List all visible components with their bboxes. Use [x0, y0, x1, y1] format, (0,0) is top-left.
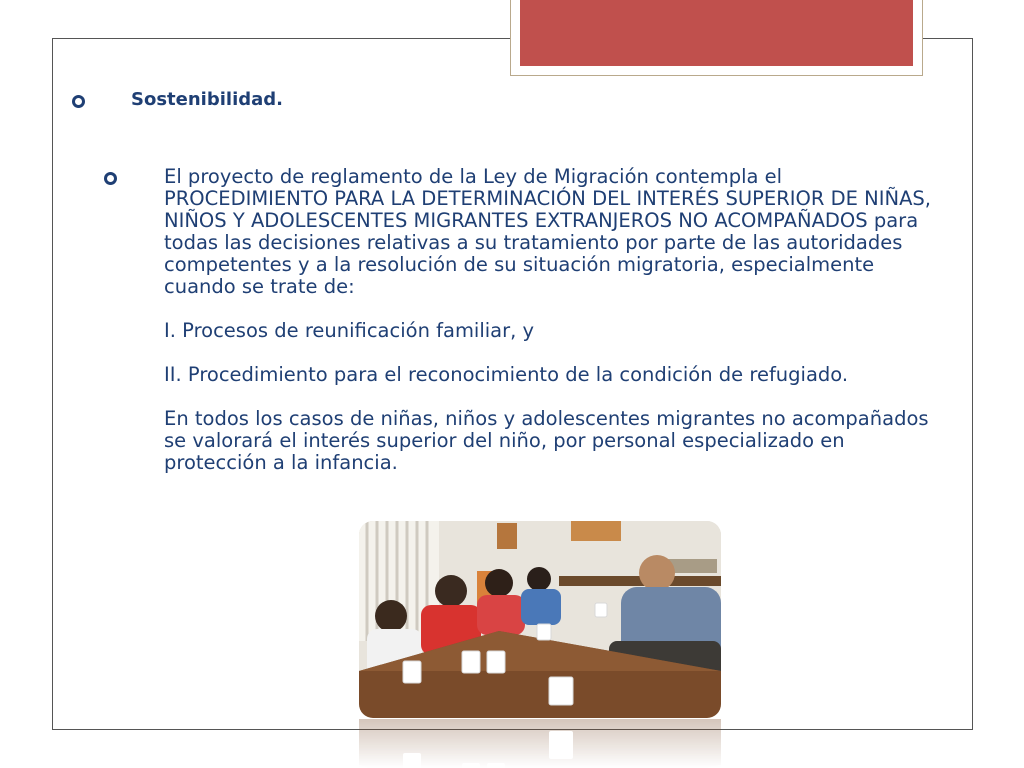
body-paragraph: El proyecto de reglamento de la Ley de Migración contempla el PROCEDIMIENTO PARA LA DETERMINACIÓN DEL INTERÉS SUPERIOR DE NIÑAS, NIÑOS Y ADOLESCENTES MIGRANTES EXTRANJEROS NO ACOMPAÑADOS para todas las decisiones relativas a su tratamiento por parte de las autoridades competentes y a la resolución de su situación migratoria, especialmente cuando se trate de:	[164, 165, 931, 298]
circle-bullet-icon	[104, 172, 117, 185]
classroom-photo	[359, 521, 721, 718]
body-paragraph: II. Procedimiento para el reconocimiento de la condición de refugiado.	[164, 363, 849, 386]
slide-heading: Sostenibilidad.	[131, 89, 283, 110]
body-paragraph: I. Procesos de reunificación familiar, y	[164, 319, 535, 342]
classroom-photo-reflection	[359, 719, 721, 768]
slide-body	[164, 166, 944, 474]
title-accent-fill	[520, 0, 913, 66]
title-accent-tab	[510, 0, 923, 76]
circle-bullet-icon	[72, 95, 85, 108]
body-paragraph: En todos los casos de niñas, niños y adolescentes migrantes no acompañados se valorará el interés superior del niño, por personal especializado en protección a la infancia.	[164, 407, 929, 474]
